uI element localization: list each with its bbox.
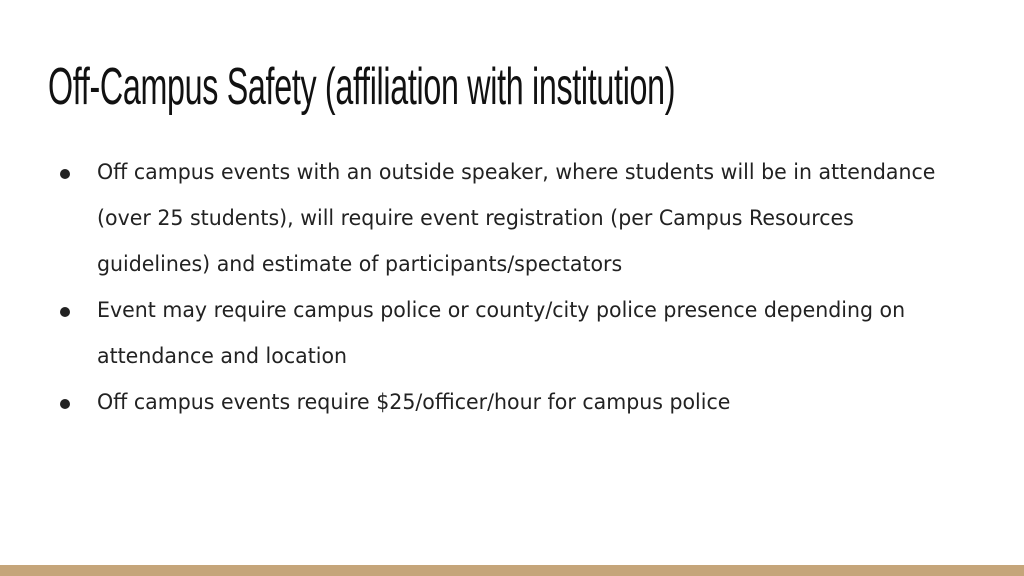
slide-title: Off-Campus Safety (affiliation with institution): [48, 58, 676, 116]
bullet-list: [55, 150, 985, 426]
bullet-item: [55, 150, 985, 288]
bullet-dot-icon: [60, 169, 70, 179]
bullet-item: [55, 288, 985, 380]
bullet-text: Event may require campus police or county/city police presence depending on attendance and location: [97, 298, 906, 369]
bullet-dot-icon: [60, 399, 70, 409]
bullet-item: [55, 380, 985, 426]
bullet-text: Off campus events require $25/officer/hour for campus police: [97, 390, 731, 415]
bullet-dot-icon: [60, 307, 70, 317]
bullet-text: Off campus events with an outside speaker, where students will be in attendance (over 25 students), will require event registration (per Campus Resources guidelines) and estimate of participants/spectators: [97, 160, 936, 277]
footer-accent-bar: [0, 565, 1024, 576]
